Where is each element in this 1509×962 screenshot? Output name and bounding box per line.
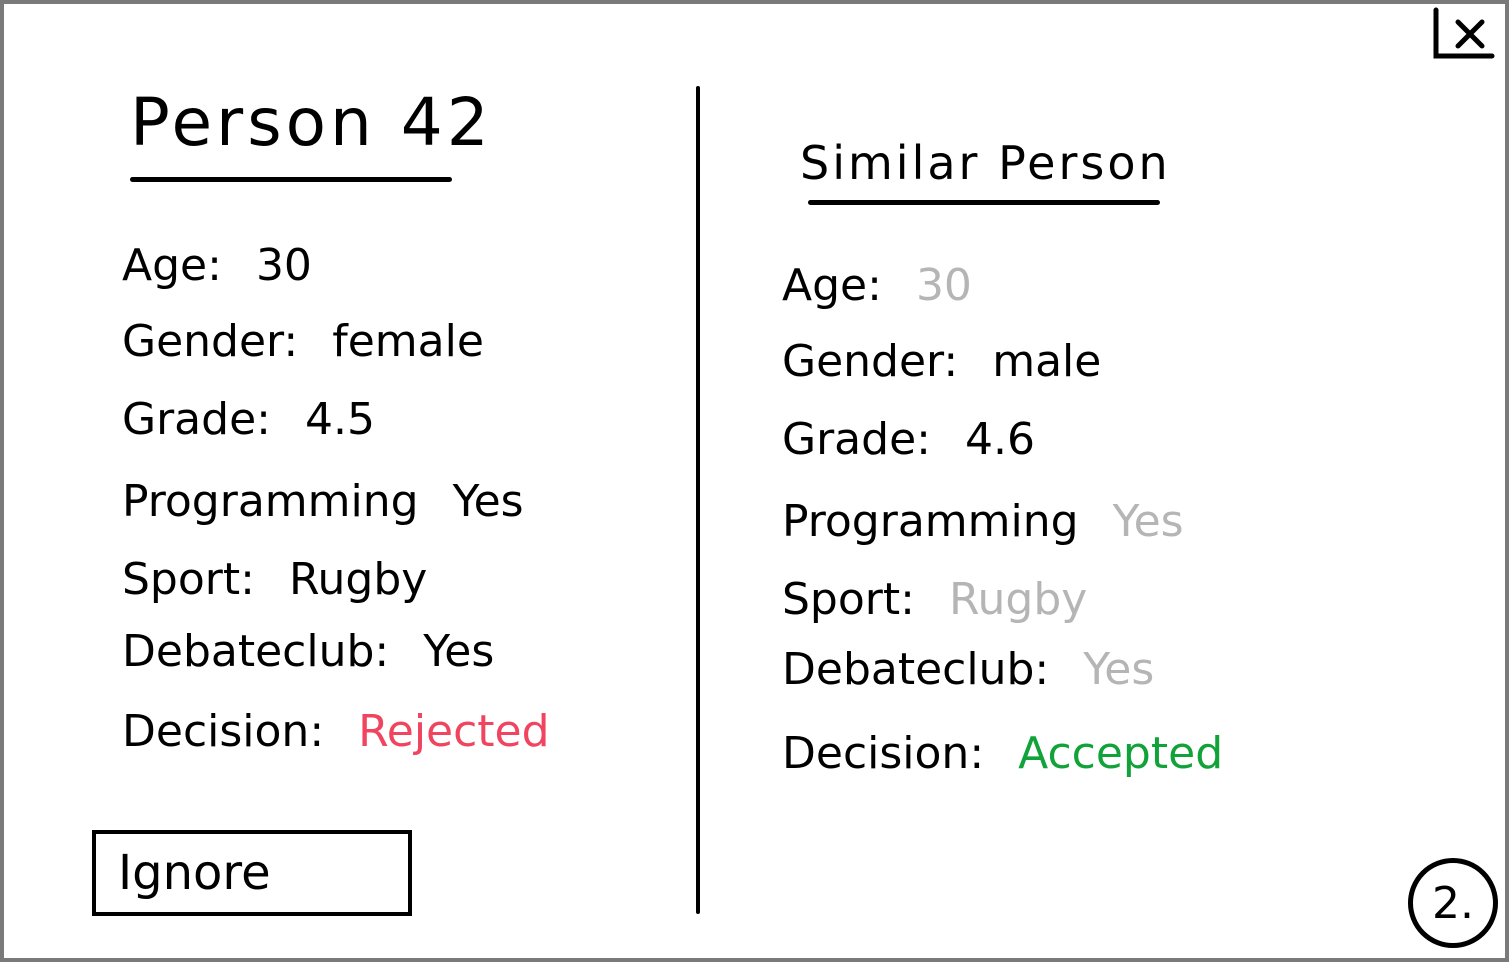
page-number-badge: 2. [1408, 858, 1498, 948]
sport-label: Sport: [122, 554, 255, 605]
similar-sport-row [782, 574, 1088, 625]
decision-label: Decision: [122, 706, 325, 757]
similar-sport-value: Rugby [948, 574, 1088, 625]
similar-decision-row [782, 728, 1224, 779]
similar-age-row [782, 260, 972, 311]
grade-label: Grade: [122, 394, 271, 445]
debateclub-value: Yes [423, 626, 495, 677]
age-label: Age: [122, 240, 222, 291]
age-row [122, 240, 312, 291]
debateclub-row [122, 626, 495, 677]
close-button[interactable] [1430, 6, 1496, 62]
ignore-button[interactable]: Ignore [92, 830, 412, 916]
gender-row [122, 316, 484, 367]
similar-debateclub-value: Yes [1083, 644, 1155, 695]
gender-label: Gender: [122, 316, 299, 367]
gender-value: female [332, 316, 484, 367]
age-value: 30 [255, 240, 312, 291]
person-title: Person 42 [130, 84, 493, 161]
similar-gender-label: Gender: [782, 336, 959, 387]
title-underline [130, 177, 452, 182]
similar-age-value: 30 [915, 260, 972, 311]
similar-programming-label: Programming [782, 496, 1079, 547]
programming-value: Yes [452, 476, 524, 527]
similar-debateclub-row [782, 644, 1155, 695]
similar-grade-value: 4.6 [964, 414, 1035, 465]
similar-programming-row [782, 496, 1184, 547]
grade-row [122, 394, 375, 445]
grade-value: 4.5 [304, 394, 375, 445]
programming-label: Programming [122, 476, 419, 527]
sport-row [122, 554, 428, 605]
similar-gender-row [782, 336, 1102, 387]
panel-divider [696, 86, 700, 914]
decision-value-accepted: Accepted [1018, 728, 1224, 779]
programming-row [122, 476, 524, 527]
similar-decision-label: Decision: [782, 728, 985, 779]
decision-value-rejected: Rejected [358, 706, 550, 757]
close-icon [1430, 6, 1496, 62]
sport-value: Rugby [288, 554, 428, 605]
similar-grade-row [782, 414, 1035, 465]
similar-sport-label: Sport: [782, 574, 915, 625]
similar-gender-value: male [992, 336, 1102, 387]
similar-title-underline [808, 200, 1160, 205]
similar-person-title: Similar Person [800, 136, 1171, 190]
similar-grade-label: Grade: [782, 414, 931, 465]
debateclub-label: Debateclub: [122, 626, 390, 677]
similar-age-label: Age: [782, 260, 882, 311]
similar-programming-value: Yes [1112, 496, 1184, 547]
decision-row [122, 706, 550, 757]
similar-debateclub-label: Debateclub: [782, 644, 1050, 695]
